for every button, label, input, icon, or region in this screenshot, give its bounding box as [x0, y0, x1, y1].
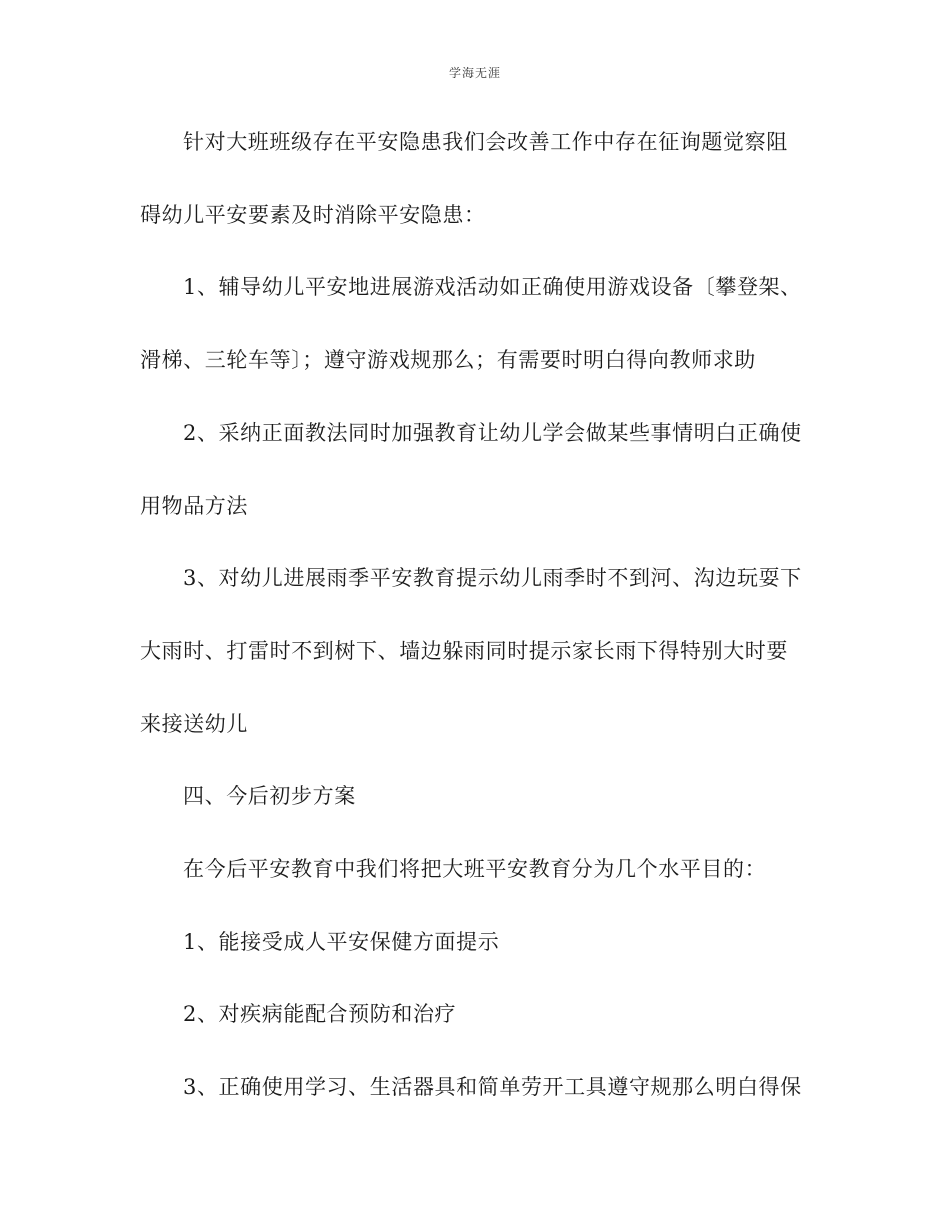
paragraph-line: 针对大班班级存在平安隐患我们会改善工作中存在征询题觉察阻 — [183, 130, 788, 154]
page-header: 学海无涯 — [448, 66, 501, 80]
paragraph-line: 在今后平安教育中我们将把大班平安教育分为几个水平目的： — [183, 857, 767, 881]
paragraph-line: 滑梯、三轮车等〕；遵守游戏规那么；有需要时明白得向教师求助 — [140, 348, 756, 372]
paragraph-line: 用物品方法 — [140, 494, 248, 518]
paragraph-line: 3、对幼儿进展雨季平安教育提示幼儿雨季时不到河、沟边玩耍下 — [183, 566, 802, 590]
paragraph-line: 2、采纳正面教法同时加强教育让幼儿学会做某些事情明白正确使 — [183, 421, 802, 445]
paragraph-line: 1、能接受成人平安保健方面提示 — [183, 930, 500, 954]
paragraph-line: 2、对疾病能配合预防和治疗 — [183, 1002, 457, 1026]
paragraph-line: 1、辅导幼儿平安地进展游戏活动如正确使用游戏设备〔攀登架、 — [183, 275, 802, 299]
paragraph-line: 碍幼儿平安要素及时消除平安隐患： — [140, 203, 486, 227]
paragraph-line: 来接送幼儿 — [140, 712, 248, 736]
paragraph-line: 大雨时、打雷时不到树下、墙边躲雨同时提示家长雨下得特别大时要 — [140, 639, 788, 663]
paragraph-line: 3、正确使用学习、生活器具和简单劳开工具遵守规那么明白得保 — [183, 1075, 802, 1099]
section-heading: 四、今后初步方案 — [183, 784, 356, 808]
